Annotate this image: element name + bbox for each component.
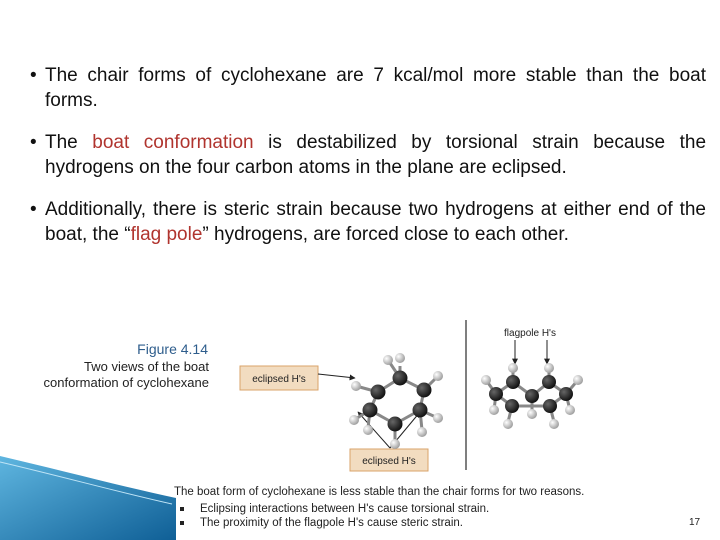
footer-list-item xyxy=(180,516,584,530)
bullet-marker: • xyxy=(30,65,37,86)
label-eclipsed-hs-bottom: eclipsed H's xyxy=(362,456,416,467)
label-flagpole-hs: flagpole H's xyxy=(504,328,556,339)
square-bullet-icon xyxy=(180,521,184,525)
label-eclipsed-hs: eclipsed H's xyxy=(252,374,306,385)
footer-item-text: Eclipsing interactions between H's cause torsional strain. xyxy=(200,503,490,515)
highlight-term: boat conformation xyxy=(92,132,254,153)
page-number: 17 xyxy=(689,517,701,528)
bullet-text: The xyxy=(45,132,93,153)
bullet-item xyxy=(30,198,706,247)
bullet-text: ” hydrogens, are forced close to each other. xyxy=(202,223,569,245)
bullet-list xyxy=(30,64,706,265)
bullet-text: The chair forms of cyclohexane are 7 kcal/mol more stable than the boat forms. xyxy=(45,65,706,111)
footer-list-item xyxy=(180,502,584,516)
bullet-item xyxy=(30,64,706,113)
figure-caption: Two views of the boat conformation of cyclohexane xyxy=(43,359,209,390)
figure-number: Figure 4.14 xyxy=(137,341,208,357)
footer-item-text: The proximity of the flagpole H's cause steric strain. xyxy=(200,517,463,529)
bullet-marker: • xyxy=(30,199,37,220)
highlight-term: flag pole xyxy=(130,223,203,245)
bullet-marker: • xyxy=(30,132,37,153)
arrow xyxy=(318,374,355,378)
footer-list xyxy=(174,502,584,530)
bullet-item xyxy=(30,131,706,180)
bullet-text: Additionally, there is steric strain because two hydrogens at either end of the boat, the “ xyxy=(45,199,706,245)
bullet-text: is destabilized by torsional strain because the hydrogens on the four carbon atoms in the plane are eclipsed. xyxy=(45,132,707,178)
square-bullet-icon xyxy=(180,507,184,511)
flagpole-model-atoms xyxy=(481,363,583,429)
figure-footer xyxy=(174,486,584,530)
footer-summary: The boat form of cyclohexane is less stable than the chair forms for two reasons. xyxy=(174,486,585,498)
